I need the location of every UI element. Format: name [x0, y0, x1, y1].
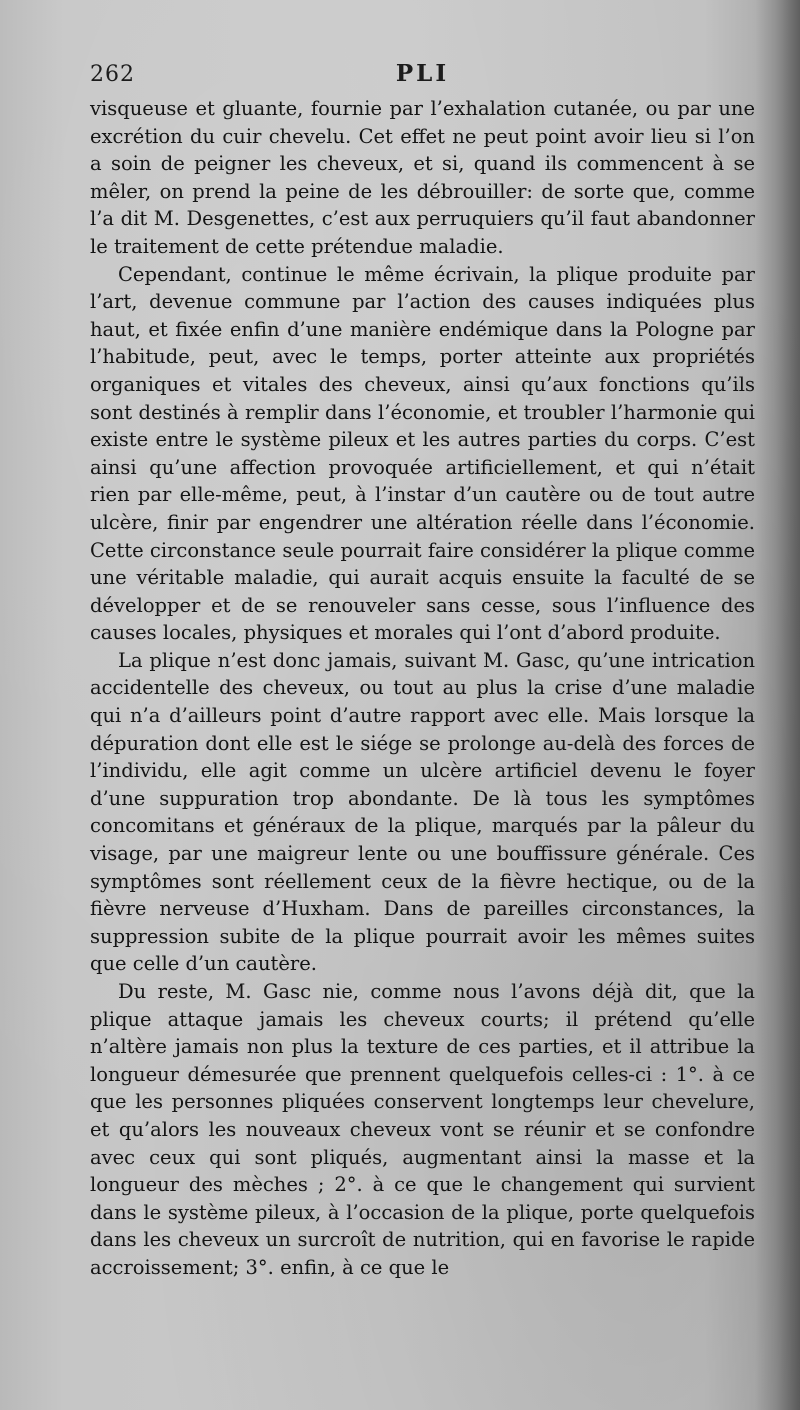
spine-shadow — [755, 0, 800, 1410]
body-text — [90, 95, 755, 1282]
paragraph-2: Cependant, continue le même écrivain, la plique produite par l’art, devenue commune par l’action des causes indiquées plus haut, et fixée enfin d’une manière endémique dans la Pologne par l’habitude, peut, avec le temps, porter atteinte aux propriétés organiques et vitales des cheveux, ainsi qu’aux fonctions qu’ils sont destinés à remplir dans l’économie, et troubler l’harmonie qui existe entre le système pileux et les autres parties du corps. C’est ainsi qu’une affection provoquée artificiellement, et qui n’était rien par elle-même, peut, à l’instar d’un cautère ou de tout autre ulcère, finir par engendrer une altération réelle dans l’économie. Cette circonstance seule pourrait faire considérer la plique comme une véritable maladie, qui aurait acquis ensuite la faculté de se développer et de se renouveler sans cesse, sous l’influence des causes locales, physiques et morales qui l’ont d’abord produite. — [90, 262, 755, 645]
page-header — [90, 60, 755, 94]
paragraph-4: Du reste, M. Gasc nie, comme nous l’avons déjà dit, que la plique attaque jamais les cheveux courts; il prétend qu’elle n’altère jamais non plus la texture de ces parties, et il attribue la longueur démesurée que prennent quelquefois celles-ci : 1°. à ce que les personnes pliquées conservent longtemps leur chevelure, et qu’alors les nouveaux cheveux vont se réunir et se confondre avec ceux qui sont pliqués, augmentant ainsi la masse et la longueur des mèches ; 2°. à ce que le changement qui survient dans le système pileux, à l’occasion de la plique, porte quelquefois dans les cheveux un surcroît de nutrition, qui en favorise le rapide accroissement; 3°. enfin, à ce que le — [90, 980, 755, 1279]
running-head: PLI — [395, 60, 450, 87]
paragraph-1: visqueuse et gluante, fournie par l’exhalation cutanée, ou par une excrétion du cuir chevelu. Cet effet ne peut point avoir lieu si l’on a soin de peigner les cheveux, et si, quand ils commencent à se mêler, on prend la peine de les débrouiller: de sorte que, comme l’a dit M. Desgenettes, c’est aux perruquiers qu’il faut abandonner le traitement de cette prétendue maladie. — [90, 97, 755, 258]
paragraph-3: La plique n’est donc jamais, suivant M. Gasc, qu’une intrication accidentelle des cheveux, ou tout au plus la crise d’une maladie qui n’a d’ailleurs point d’autre rapport avec elle. Mais lorsque la dépuration dont elle est le siége se prolonge au-delà des forces de l’individu, elle agit comme un ulcère artificiel devenu le foyer d’une suppuration trop abondante. De là tous les symptômes concomitans et généraux de la plique, marqués par la pâleur du visage, par une maigreur lente ou une bouffissure générale. Ces symptômes sont réellement ceux de la fièvre hectique, ou de la fièvre nerveuse d’Huxham. Dans de pareilles circonstances, la suppression subite de la plique pourrait avoir les mêmes suites que celle d’un cautère. — [90, 648, 755, 976]
page-number: 262 — [90, 62, 135, 87]
